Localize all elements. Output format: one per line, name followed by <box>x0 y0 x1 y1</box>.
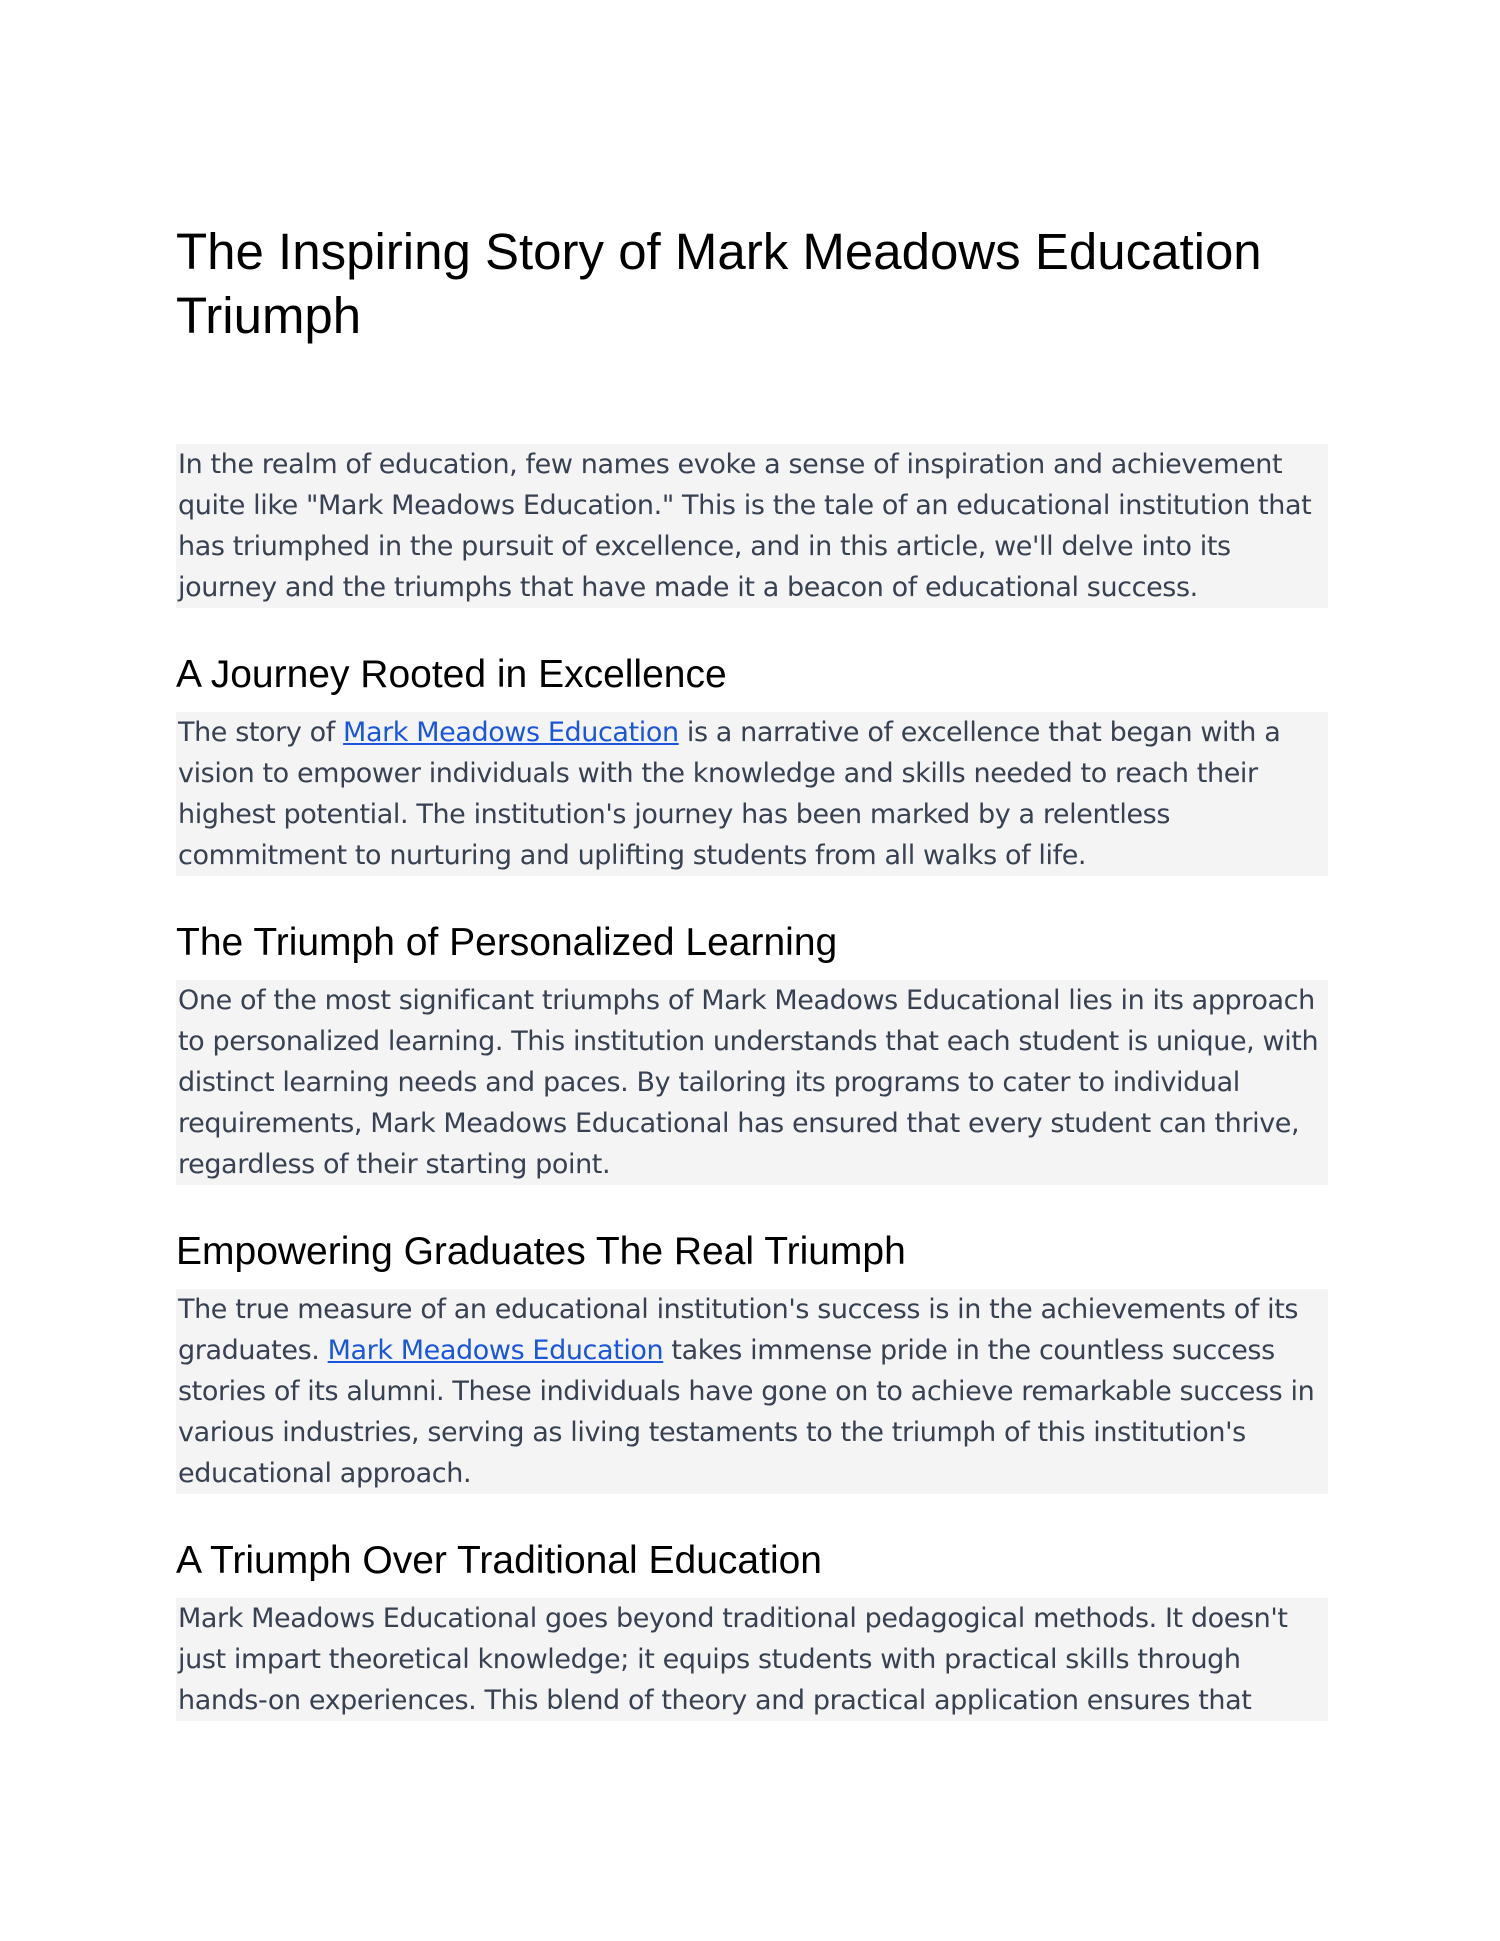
mark-meadows-education-link[interactable]: Mark Meadows Education <box>343 717 679 748</box>
section-paragraph-empowering-graduates <box>176 1289 1328 1494</box>
section-paragraph-personalized-learning: One of the most significant triumphs of Mark Meadows Educational lies in its approach to personalized learning. This institution understands that each student is unique, with distinct learning needs and paces. By tailoring its programs to cater to individual requirements, Mark Meadows Educational has ensured that every student can thrive, regardless of their starting point. <box>176 980 1328 1185</box>
intro-paragraph: In the realm of education, few names evoke a sense of inspiration and achievement quite like "Mark Meadows Education." This is the tale of an educational institution that has triumphed in the pursuit of excellence, and in this article, we'll delve into its journey and the triumphs that have made it a beacon of educational success. <box>176 444 1328 608</box>
section-heading-journey: A Journey Rooted in Excellence <box>176 653 727 696</box>
section-paragraph-journey <box>176 712 1328 876</box>
section-heading-traditional-education: A Triumph Over Traditional Education <box>176 1539 822 1582</box>
paragraph-text: The true measure of an educational institution's success is in the achievements of its graduates. <box>178 1294 1299 1366</box>
page-title: The Inspiring Story of Mark Meadows Education Triumph <box>176 223 1262 344</box>
paragraph-text: takes immense pride in the countless success stories of its alumni. These individuals have gone on to achieve remarkable success in various industries, serving as living testaments to the triumph of this institution's educational approach. <box>178 1335 1315 1489</box>
paragraph-text: The story of <box>178 717 344 748</box>
section-heading-personalized-learning: The Triumph of Personalized Learning <box>176 921 838 964</box>
section-heading-empowering-graduates: Empowering Graduates The Real Triumph <box>176 1230 906 1273</box>
paragraph-text: is a narrative of excellence that began with a vision to empower individuals with the knowledge and skills needed to reach their highest potential. The institution's journey has been marked by a relentless commitment to nurturing and uplifting students from all walks of life. <box>178 717 1281 871</box>
section-paragraph-traditional-education: Mark Meadows Educational goes beyond traditional pedagogical methods. It doesn't just impart theoretical knowledge; it equips students with practical skills through hands-on experiences. This blend of theory and practical application ensures that <box>176 1598 1328 1721</box>
document-content <box>176 220 1328 1721</box>
mark-meadows-education-link[interactable]: Mark Meadows Education <box>327 1335 664 1366</box>
